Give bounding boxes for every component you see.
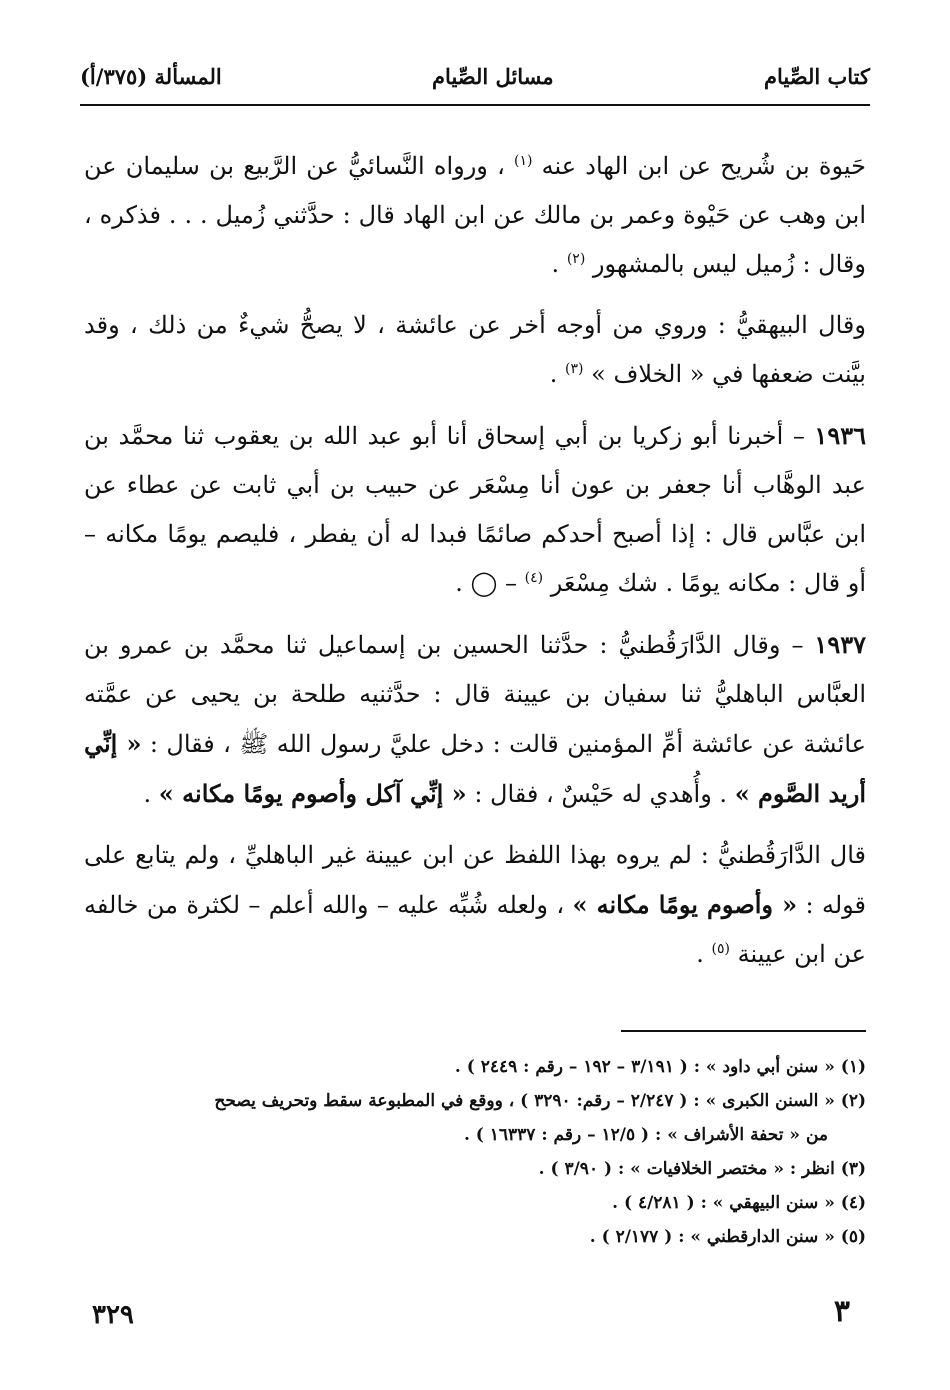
paragraph-5 — [84, 831, 866, 979]
paragraph-5-end: . — [696, 940, 704, 968]
page-number: ٣٢٩ — [92, 1300, 134, 1330]
footnote-2-continued: من « تحفة الأشراف » : ( ١٢/٥ – رقم : ١٦٣٣٧ ) . — [463, 1125, 828, 1145]
paragraph-1 — [84, 142, 866, 289]
header-chapter-title: مسائل الصِّيام — [432, 63, 554, 89]
footnote-1: (١) « سنن أبي داود » : ( ٣/١٩١ – ١٩٢ – رقم : ٢٤٤٩ ) . — [454, 1057, 866, 1077]
quote-2: « إنِّي آكل وأصوم يومًا مكانه » — [158, 779, 467, 808]
header-divider — [80, 104, 870, 106]
hadith-number-1937: ١٩٣٧ — [814, 630, 866, 659]
running-header — [80, 56, 870, 96]
paragraph-5-text-a: قال الدَّارَقُطنيُّ : لم يروه بهذا اللفظ عن ابن عيينة غير الباهليِّ ، ولم يتابع على قوله : — [84, 841, 867, 919]
quote-1: « إنِّي أريد الصَّوم » — [84, 729, 866, 808]
paragraph-1937-end: . — [143, 780, 152, 808]
paragraph-1-end: . — [551, 250, 560, 278]
paragraph-1936 — [84, 411, 866, 608]
paragraph-1936-text: – أخبرنا أبو زكريا بن أبي إسحاق أنا أبو عبد الله بن يعقوب ثنا محمَّد بن عبد الوهَّاب أنا جعفر بن عون أنا مِسْعَر عن حبيب بن أبي ثابت عن عطاء عن ابن عبَّاس قال : إذا أصبح أحدكم صائمًا فبدا له أن يفطر ، فليصم يومًا مكانه – أو قال : مكانه يومًا . شك مِسْعَر — [84, 422, 866, 597]
signature-mark: ٣ — [833, 1294, 850, 1329]
footnote-4: (٤) « سنن البيهقي » : ( ٤/٢٨١ ) . — [612, 1193, 866, 1213]
paragraph-2 — [84, 301, 866, 399]
footnote-ref-4[interactable]: (٤) — [524, 570, 544, 586]
paragraph-2-end: . — [549, 360, 558, 388]
paragraph-5-text-b: ، ولعله شُبِّه عليه – والله أعلم – لكثرة من خالفه عن ابن عيينة — [84, 891, 866, 968]
paragraph-1-text-b: ، ورواه النَّسائيُّ عن الرَّبيع بن سليمان عن ابن وهب عن حَيْوة وعمر بن مالك عن ابن الهاد قال : حدَّثني زُميل . . . فذكره ، وقال : زُميل ليس بالمشهور — [84, 152, 866, 278]
footnote-2: (٢) « السنن الكبرى » : ( ٢/٢٤٧ – رقم: ٣٢٩٠ ) ، ووقع في المطبوعة سقط وتحريف يصحح — [214, 1091, 866, 1111]
header-issue-number: المسألة (٣٧٥/أ) — [80, 63, 222, 89]
footnotes — [84, 1050, 866, 1254]
quote-3: « وأصوم يومًا مكانه » — [572, 890, 798, 919]
footnote-3: (٣) انظر : « مختصر الخلافيات » : ( ٣/٩٠ ) . — [538, 1159, 866, 1179]
footnote-ref-2[interactable]: (٢) — [566, 251, 586, 267]
paragraph-1937 — [84, 620, 866, 819]
footnote-5: (٥) « سنن الدارقطني » : ( ٢/١٧٧ ) . — [589, 1227, 866, 1247]
footnote-ref-1[interactable]: (١) — [514, 153, 533, 169]
paragraph-1-text-a: حَيوة بن شُريح عن ابن الهاد عنه — [541, 152, 866, 180]
hadith-number-1936: ١٩٣٦ — [814, 421, 866, 450]
footnote-ref-5[interactable]: (٥) — [711, 941, 730, 957]
footnote-ref-3[interactable]: (٣) — [565, 361, 584, 377]
header-book-title: كتاب الصِّيام — [764, 63, 870, 89]
paragraph-1937-text-a: – وقال الدَّارَقُطنيُّ : حدَّثنا الحسين بن إسماعيل ثنا محمَّد بن عمرو بن العبَّاس الباهليُّ ثنا سفيان بن عيينة قال : حدَّثنيه طلحة بن يحيى عن عمَّته عائشة عن عائشة أمِّ المؤمنين قالت : دخل عليَّ رسول الله ﷺ ، فقال : — [84, 631, 866, 758]
paragraph-2-text: وقال البيهقيُّ : وروي من أوجه أخر عن عائشة ، لا يصحُّ شيءٌ من ذلك ، وقد بيَّنت ضعفها في « الخلاف » — [84, 311, 866, 388]
paragraph-1936-end: – ◯ . — [455, 569, 518, 597]
main-text — [84, 142, 866, 991]
footnote-divider — [621, 1030, 866, 1032]
paragraph-1937-text-b: . وأُهدي له حَيْسٌ ، فقال : — [474, 780, 728, 808]
